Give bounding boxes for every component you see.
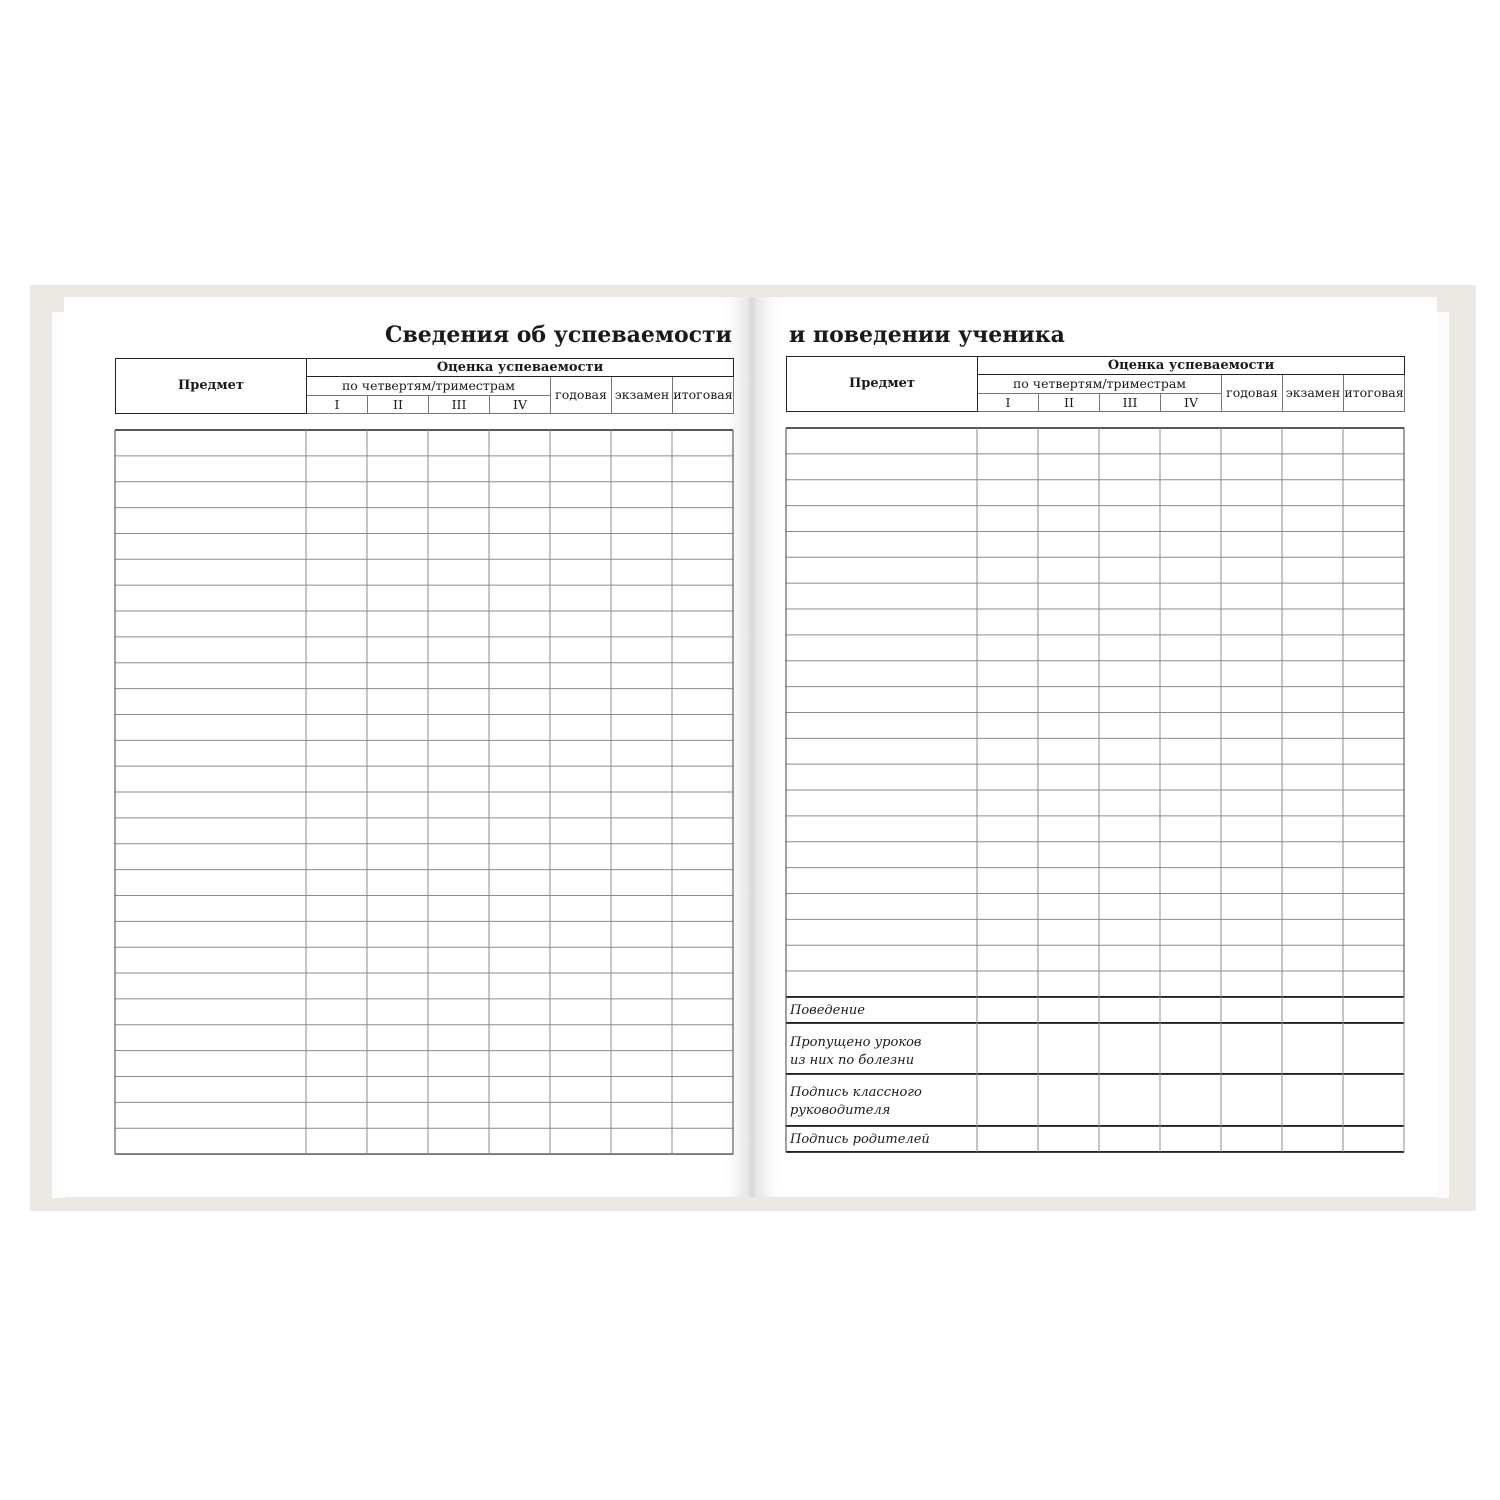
header-yearly: годовая <box>1222 375 1283 412</box>
behavior-label-teacher-signature: Подпись классного руководителя <box>790 1085 922 1118</box>
header-quarter: III <box>429 396 490 414</box>
behavior-label-parent-signature: Подпись родителей <box>790 1132 930 1147</box>
header-subject: Предмет <box>787 357 978 412</box>
header-periods: по четвертям/триместрам <box>307 377 551 396</box>
left-page-title: Сведения об успеваемости <box>384 322 732 348</box>
behavior-label-missed: Пропущено уроков из них по болезни <box>790 1035 922 1068</box>
header-quarter: I <box>307 396 368 414</box>
behavior-label-conduct: Поведение <box>790 1003 865 1018</box>
header-quarter: II <box>1039 394 1100 412</box>
header-subject: Предмет <box>116 359 307 414</box>
header-grade: Оценка успеваемости <box>307 359 734 377</box>
header-grade: Оценка успеваемости <box>978 357 1405 375</box>
header-periods: по четвертям/триместрам <box>978 375 1222 394</box>
header-quarter: IV <box>490 396 551 414</box>
header-exam: экзамен <box>612 377 673 414</box>
header-exam: экзамен <box>1283 375 1344 412</box>
header-quarter: IV <box>1161 394 1222 412</box>
header-quarter: I <box>978 394 1039 412</box>
header-final: итоговая <box>1344 375 1405 412</box>
header-quarter: II <box>368 396 429 414</box>
right-page-title: и поведении ученика <box>789 322 1065 348</box>
header-quarter: III <box>1100 394 1161 412</box>
header-final: итоговая <box>673 377 734 414</box>
header-yearly: годовая <box>551 377 612 414</box>
